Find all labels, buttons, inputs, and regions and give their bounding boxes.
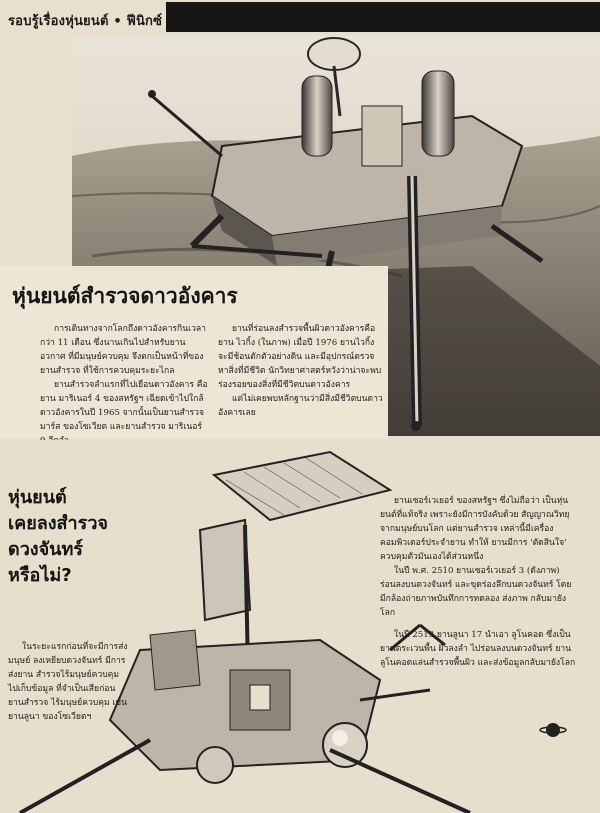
- article2-title-line-2: เคยลงสำรวจ: [8, 513, 108, 534]
- article2-right-para-3: ในปี 2513 ยานลูนา 17 นำเอา ลูโนคอด ซึ่งเป็นยานตระเวนพื้น ผิวลงลำ ไปร่อนลงบนดวงจันทร์ ยานลูโนคอดแล่นสำรวจพื้นผิว และส่งข้อมูลกลับมายังโลก: [380, 630, 576, 668]
- article2-title-line-1: หุ่นยนต์: [8, 487, 67, 508]
- article2-column-left: [8, 640, 128, 724]
- article2-right-para-2: ในปี พ.ศ. 2510 ยานเซอร์เวเยอร์ 3 (ดังภาพ) ร่อนลงบนดวงจันทร์ และขุดร่องลึกบนดวงจันทร์ โดยมีกล้องถ่ายภาพบันทึกการทดลอง ส่งภาพ กลับมายังโลก: [380, 566, 572, 618]
- article1-col2-para-2: แต่ไม่เคยพบหลักฐานว่ามีสิ่งมีชีวิตบนดาว อังคารเลย: [218, 394, 383, 418]
- article2-title-line-4: หรือไม่?: [8, 565, 72, 586]
- article2-column-right: [380, 494, 576, 670]
- article1-col1-para-2: ยานสำรวจลำแรกที่ไปเยือนดาวอังคาร คือยาน มาริเนอร์ 4 ของสหรัฐฯ เฉียดเข้าไปใกล้ดาวอังคารในปี 1965 จากนั้นเป็นยานสำรวจ มาร์ส ของโซเวียต และยานสำรวจ มาริเนอร์: [40, 380, 208, 432]
- page-header: [0, 0, 600, 34]
- article1-col1-para-1: การเดินทางจากโลกถึงดาวอังคารกินเวลา กว่า 11 เดือน ซึ่งนานเกินไปสำหรับยานอวกาศ ที่มีมนุษย์ควบคุม จึงตกเป็นหน้าที่ของยานสำรวจ ที่ใช้การควบคุมระยะไกล: [40, 324, 206, 376]
- article2-right-para-1: ยานเซอร์เวเยอร์ ของสหรัฐฯ ซึ่งไม่ถือว่า เป็นหุ่นยนต์ที่แท้จริง เพราะยังมีการบังคับด้วย สัญญาณวิทยุจากมนุษย์บนโลก แต่ยานสำรวจ เหล่านี้มีเครื่องคอมพิวเตอร์ประจำยาน ทำให้ ยานมีการ 'ตัดสินใจ' ควบคุมตัวมันเองได้ส่วนหนึ่ง: [380, 496, 570, 562]
- article1-column-2: [218, 322, 386, 420]
- article1-title: หุ่นยนต์สำรวจดาวอังคาร: [12, 284, 238, 308]
- article2-title: [8, 485, 158, 589]
- article1-column-1: [40, 322, 208, 448]
- series-label: รอบรู้เรื่องหุ่นยนต์ • ฟีนิกซ์: [8, 14, 163, 29]
- article1-col2-para-1: ยานที่ร่อนลงสำรวจพื้นผิวดาวอังคารคือ ยาน ไวกิ้ง (ในภาพ) เมื่อปี 1976 ยานไวกิ้ง จะมีช้อนตักตัวอย่างดิน และมีอุปกรณ์ตรวจ หาสิ่งที่มีชีวิต นักวิทยาศาสตร์หวังว่าน่าจะพบ ร่องรอยของสิ่งที่มีชีวิตบนดาวอังคาร: [218, 324, 382, 390]
- article2-title-line-3: ดวงจันทร์: [8, 539, 83, 560]
- header-black-bar: [166, 2, 600, 32]
- article2-left-para: ในระยะแรกก่อนที่จะมีการส่งมนุษย์ ลงเหยียบดวงจันทร์ มีการส่งยาน สำรวจไร้มนุษย์ควบคุมไปเก็บข้อมูล ที่จำเป็นเสียก่อน ยานสำรวจ ไร้มนุษย์ควบคุม เช่น ยานลูนา ของโซเวียตฯ: [8, 642, 128, 722]
